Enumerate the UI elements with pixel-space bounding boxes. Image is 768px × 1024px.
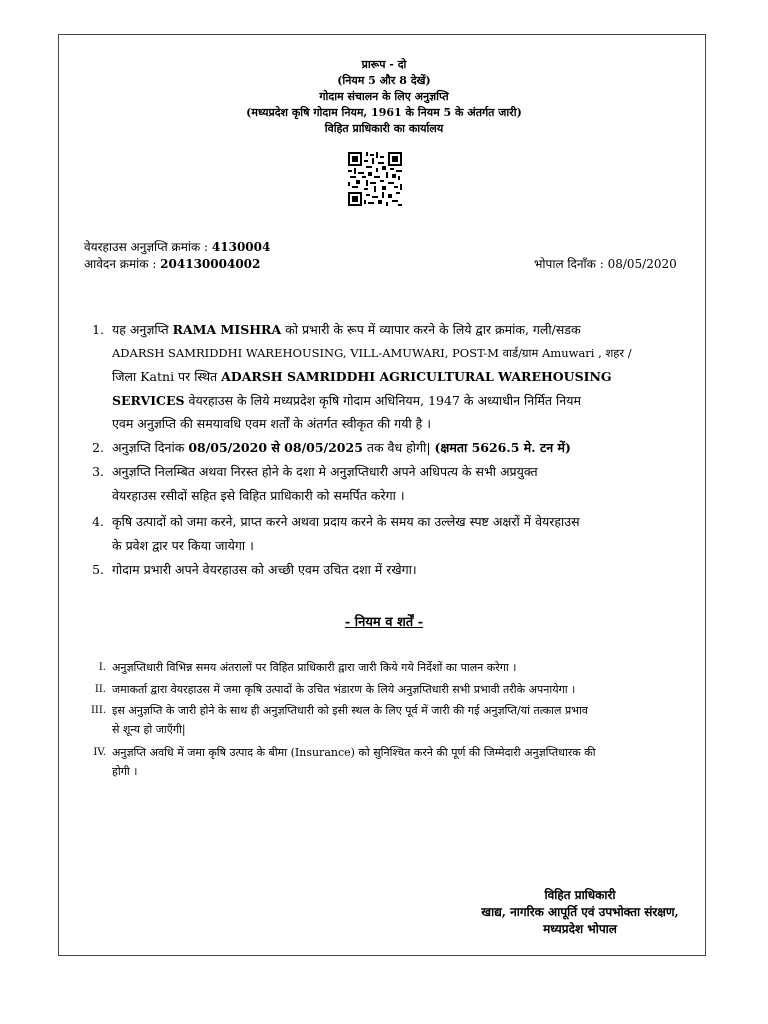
item-line: कृषि उत्पादों को जमा करने, प्राप्त करने अथवा प्रदाय करने के समय का उल्लेख स्पष्ट अक्षरों में वेयरहाउस [112,514,580,529]
item-number: 5. [92,562,104,577]
item-number: 4. [92,514,104,529]
item-text: को प्रभारी के रूप में व्यापार करने के लिये द्वार क्रमांक, गली/सडक [281,322,581,337]
license-number-label: वेयरहाउस अनुज्ञप्ति क्रमांक : [84,240,212,254]
item-number: 3. [92,464,104,479]
item-line: ADARSH SAMRIDDHI WAREHOUSING, VILL-AMUWARI, POST-M वार्ड/ग्राम Amuwari , शहर / [112,345,632,360]
license-number-value: 4130004 [211,240,271,254]
signatory-title: विहित प्राधिकारी [544,888,616,902]
signatory-location: मध्यप्रदेश भोपाल [543,922,617,936]
form-number: प्रारूप - दो [361,58,407,71]
item-text: जिला Katni पर स्थित [112,369,222,384]
rule-text: अनुज्ञप्तिधारी विभिन्न समय अंतरालों पर विहित प्राधिकारी द्वारा जारी किये गये निर्देशों का पालन करेगा । [112,661,517,674]
rule-number: III. [90,705,106,716]
rule-text: होगी । [112,764,138,778]
list-item [84,436,684,460]
item-line: एवम अनुज्ञप्ति की समयावधि एवम शर्तों के अंतर्गत स्वीकृत की गयी है । [112,416,432,431]
issued-under: (मध्यप्रदेश कृषि गोदाम नियम, 1961 के नियम 5 के अंतर्गत जारी) [246,106,522,119]
item-line: गोदाम प्रभारी अपने वेयरहाउस को अच्छी एवम उचित दशा में रखेगा। [112,562,417,577]
rule-item [84,744,684,782]
item-text: यह अनुज्ञप्ति [112,322,173,337]
item-line: के प्रवेश द्वार पर किया जायेगा । [112,537,254,553]
rule-text: इस अनुज्ञप्ति के जारी होने के साथ ही अनुज्ञप्तिधारी को इसी स्थल के लिए पूर्व में जारी की गई अनुज्ञप्ति/यां तत्काल प्रभाव [112,704,588,717]
issue-date-value: 08/05/2020 [607,257,677,271]
item-text: अनुज्ञप्ति दिनांक [112,440,189,455]
license-number [84,238,270,255]
item-number: 1. [92,322,104,337]
application-number-value: 204130004002 [160,257,261,271]
warehouse-name: SERVICES [112,392,185,408]
validity-period: 08/05/2020 से 08/05/2025 [188,440,363,455]
application-number-label: आवेदन क्रमांक : [84,257,161,271]
rule-text: अनुज्ञप्ति अवधि में जमा कृषि उत्पाद के बीमा (Insurance) को सुनिश्चित करने की पूर्ण की जिम्मेदारी अनुज्ञप्तिधारक की [112,746,596,759]
list-item [84,460,684,508]
item-line [112,436,684,460]
application-number [84,255,260,272]
licensee-name: RAMA MISHRA [172,322,282,337]
item-line: अनुज्ञप्ति निलम्बित अथवा निरस्त होने के दशा मे अनुज्ञप्तिधारी अपने अधिपत्य के सभी अप्रयुक्त [112,464,538,479]
issue-date [534,255,677,272]
rule-number: IV. [93,747,106,758]
rule-item [84,659,684,677]
signatory-department: खाद्य, नागरिक आपूर्ति एवं उपभोक्ता संरक्षण, [481,905,679,919]
rules-heading: - नियम व शर्तें - [344,615,424,630]
item-line [112,365,684,389]
issuing-office: विहित प्राधिकारी का कार्यालय [324,122,444,135]
item-number: 2. [92,440,104,455]
capacity: (क्षमता 5626.5 मे. टन में) [434,440,571,455]
list-item [84,510,684,558]
rule-text: जमाकर्ता द्वारा वेयरहाउस में जमा कृषि उत्पादों के उचित भंडारण के लिये अनुज्ञप्तिधारी सभी प्रभावी तरीके अपनायेगा । [112,683,576,696]
warehouse-name: ADARSH SAMRIDDHI AGRICULTURAL WAREHOUSING [221,369,612,384]
rule-text: से शून्य हो जाएँगी| [112,722,186,736]
document-title: गोदाम संचालन के लिए अनुज्ञप्ति [319,90,449,103]
rule-number: II. [94,684,106,695]
list-item [84,318,684,436]
rules-reference: (नियम 5 और 8 देखें) [337,74,431,87]
issue-date-label: भोपाल दिनाँक : [534,257,608,271]
item-line [112,389,684,413]
rule-item [84,681,684,699]
list-item [84,558,684,582]
qr-code-icon [348,152,402,206]
rule-number: I. [98,662,106,673]
item-text: वेयरहाउस के लिये मध्यप्रदेश कृषि गोदाम अधिनियम, 1947 के अध्याधीन निर्मित नियम [184,392,581,408]
item-text: तक वैध होगी| [362,440,435,455]
item-line [112,318,684,342]
item-line: वेयरहाउस रसीदों सहित इसे विहित प्राधिकारी को समर्पित करेगा । [112,487,405,503]
rule-item [84,702,684,740]
